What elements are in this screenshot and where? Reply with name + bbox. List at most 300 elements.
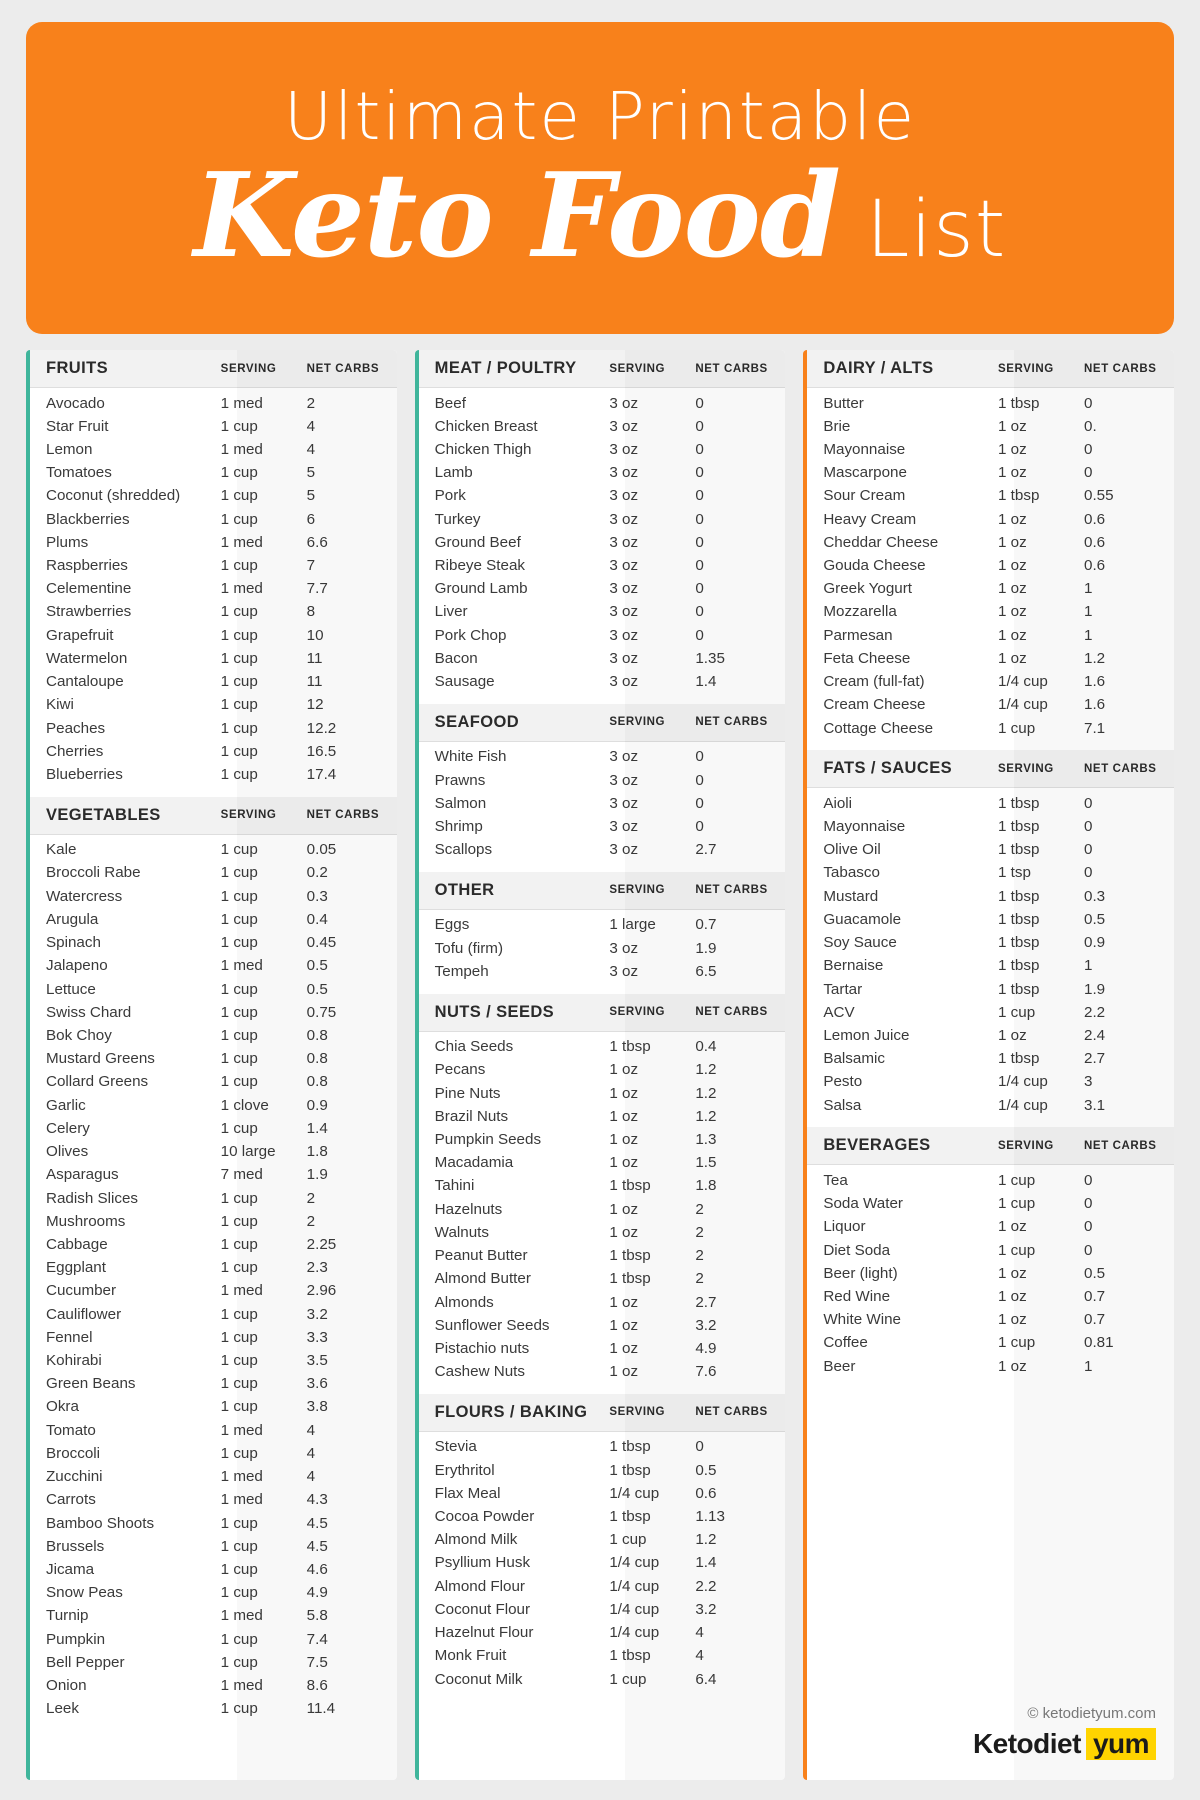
food-name: Erythritol: [434, 1461, 495, 1479]
table-row: [435, 508, 770, 531]
table-row: [46, 1628, 381, 1651]
serving-size: 1/4 cup: [609, 1554, 660, 1572]
net-carbs: 4: [306, 1421, 316, 1439]
net-carbs: 0: [695, 464, 704, 482]
net-carbs: 0.7: [1084, 1311, 1106, 1329]
net-carbs: 2: [695, 1223, 704, 1241]
net-carbs: 2.7: [695, 841, 717, 859]
column-header-net-carbs: NET CARBS: [306, 809, 380, 822]
food-name: Monk Fruit: [434, 1647, 507, 1665]
food-name: Snow Peas: [46, 1584, 123, 1602]
net-carbs: 0: [695, 557, 704, 575]
table-row: [435, 816, 770, 839]
net-carbs: 12.2: [306, 719, 337, 737]
net-carbs: 2.2: [1084, 1003, 1106, 1021]
net-carbs: 0.8: [306, 1050, 328, 1068]
column-header-net-carbs: NET CARBS: [695, 1006, 768, 1019]
table-row: [46, 1396, 381, 1419]
serving-size: 1/4 cup: [998, 1096, 1048, 1114]
table-row: [46, 1187, 381, 1210]
table-row: [823, 1094, 1158, 1117]
food-name: Almond Milk: [434, 1531, 518, 1549]
table-row: [46, 462, 381, 485]
table-fruits: [46, 392, 381, 787]
serving-size: 1 oz: [998, 464, 1027, 482]
serving-size: 3 oz: [609, 818, 639, 835]
serving-size: 1 cup: [220, 1584, 258, 1602]
table-row: [435, 1128, 770, 1151]
serving-size: 1 cup: [220, 603, 258, 621]
table-row: [823, 392, 1158, 415]
table-row: [46, 1048, 381, 1071]
table-row: [823, 438, 1158, 461]
table-flours: [435, 1436, 770, 1691]
serving-size: 1 tbsp: [998, 934, 1040, 952]
table-row: [46, 1419, 381, 1442]
food-name: Cucumber: [46, 1282, 117, 1300]
table-row: [435, 1361, 770, 1384]
table-row: [435, 462, 770, 485]
table-row: [823, 508, 1158, 531]
food-name: Beer: [823, 1357, 856, 1375]
food-name: Hazelnuts: [434, 1200, 503, 1218]
net-carbs: 2.7: [1084, 1050, 1106, 1068]
table-row: [435, 601, 770, 624]
net-carbs: 1.4: [695, 673, 717, 691]
food-name: White Fish: [434, 748, 507, 766]
serving-size: 3 oz: [609, 626, 639, 644]
table-row: [46, 1605, 381, 1628]
serving-size: 1 med: [220, 1421, 263, 1439]
net-carbs: 5: [306, 487, 316, 505]
net-carbs: 6.4: [695, 1670, 717, 1688]
net-carbs: 0.45: [306, 934, 337, 952]
food-name: Pork: [434, 487, 466, 505]
net-carbs: 0: [695, 771, 704, 789]
food-name: Jalapeno: [46, 957, 108, 975]
food-name: Butter: [823, 394, 864, 412]
column-header-net-carbs: NET CARBS: [1084, 1139, 1157, 1152]
serving-size: 1 cup: [220, 464, 258, 482]
net-carbs: 0: [695, 626, 704, 644]
table-row: [823, 1285, 1158, 1308]
column-header-serving: SERVING: [998, 362, 1054, 375]
food-name: Beer (light): [823, 1264, 898, 1282]
header-subtitle: Ultimate Printable: [283, 78, 917, 156]
net-carbs: 0: [695, 603, 704, 621]
serving-size: 1 clove: [220, 1096, 269, 1114]
net-carbs: 11.4: [306, 1700, 336, 1718]
table-row: [823, 531, 1158, 554]
net-carbs: 1.6: [1084, 696, 1106, 714]
food-name: Beef: [434, 394, 466, 412]
serving-size: 1 cup: [998, 1003, 1036, 1021]
serving-size: 3 oz: [609, 510, 639, 528]
table-row: [435, 1598, 770, 1621]
page-header: [26, 22, 1174, 334]
column-header-serving: SERVING: [220, 362, 277, 375]
table-row: [46, 1489, 381, 1512]
table-row: [823, 462, 1158, 485]
net-carbs: 16.5: [306, 742, 337, 760]
net-carbs: 0: [695, 533, 704, 551]
table-row: [435, 792, 770, 815]
table-row: [435, 392, 770, 415]
table-row: [435, 1622, 770, 1645]
table-row: [46, 1466, 381, 1489]
food-name: Salsa: [823, 1096, 862, 1114]
serving-size: 1 oz: [998, 603, 1027, 621]
food-name: Broccoli Rabe: [46, 864, 141, 882]
serving-size: 3 oz: [609, 464, 639, 482]
net-carbs: 0.: [1084, 417, 1097, 435]
net-carbs: 4: [695, 1624, 704, 1642]
serving-size: 1 oz: [609, 1363, 639, 1381]
food-name: Star Fruit: [46, 417, 109, 435]
food-name: Heavy Cream: [823, 510, 917, 528]
net-carbs: 1.9: [306, 1166, 328, 1184]
food-name: Green Beans: [46, 1375, 136, 1393]
serving-size: 1 cup: [220, 1119, 258, 1137]
net-carbs: 3.3: [306, 1328, 328, 1346]
table-row: [435, 1506, 770, 1529]
net-carbs: 11: [306, 673, 323, 691]
column-header-serving: SERVING: [998, 1139, 1054, 1152]
net-carbs: 0.55: [1084, 487, 1114, 505]
table-row: [435, 769, 770, 792]
table-row: [435, 1152, 770, 1175]
table-row: [46, 1582, 381, 1605]
table-row: [823, 885, 1158, 908]
net-carbs: 2.2: [695, 1577, 717, 1595]
table-row: [435, 937, 770, 960]
table-row: [823, 792, 1158, 815]
food-name: Red Wine: [823, 1287, 891, 1305]
net-carbs: 1.9: [1084, 980, 1106, 998]
serving-size: 1 cup: [220, 1026, 258, 1044]
table-row: [46, 955, 381, 978]
table-row: [823, 908, 1158, 931]
net-carbs: 0: [1084, 1218, 1093, 1236]
food-name: Mascarpone: [823, 464, 907, 482]
table-row: [46, 438, 381, 461]
food-name: Salmon: [434, 794, 487, 812]
serving-size: 1 large: [609, 916, 656, 934]
serving-size: 1 tsp: [998, 864, 1031, 882]
net-carbs: 1: [1084, 626, 1093, 644]
serving-size: 1 cup: [998, 1171, 1036, 1189]
serving-size: 1 oz: [998, 533, 1027, 551]
net-carbs: 0: [1084, 394, 1093, 412]
serving-size: 1 tbsp: [609, 1508, 651, 1526]
food-name: Lettuce: [46, 980, 96, 998]
table-row: [46, 1233, 381, 1256]
food-name: Cashew Nuts: [434, 1363, 525, 1381]
table-row: [46, 578, 381, 601]
table-row: [46, 647, 381, 670]
serving-size: 1 oz: [998, 1287, 1027, 1305]
food-name: Ground Lamb: [434, 580, 528, 598]
food-name: Lamb: [434, 464, 473, 482]
net-carbs: 4.3: [306, 1491, 328, 1509]
serving-size: 1 oz: [998, 1311, 1027, 1329]
net-carbs: 4.5: [306, 1514, 328, 1532]
serving-size: 1 oz: [609, 1130, 639, 1148]
net-carbs: 3.2: [695, 1316, 717, 1334]
table-row: [435, 1245, 770, 1268]
net-carbs: 0.7: [695, 916, 717, 934]
food-name: Eggplant: [46, 1259, 106, 1277]
table-row: [823, 1216, 1158, 1239]
table-row: [823, 1193, 1158, 1216]
food-name: Kohirabi: [46, 1352, 102, 1370]
net-carbs: 0: [695, 417, 704, 435]
net-carbs: 1.8: [695, 1177, 717, 1195]
serving-size: 1 cup: [220, 1235, 258, 1253]
food-name: Mozzarella: [823, 603, 897, 621]
serving-size: 1 cup: [220, 1050, 258, 1068]
food-name: Cauliflower: [46, 1305, 122, 1323]
serving-size: 3 oz: [609, 487, 639, 505]
food-name: Balsamic: [823, 1050, 885, 1068]
food-name: Peanut Butter: [434, 1247, 528, 1265]
food-name: Kiwi: [46, 696, 74, 714]
serving-size: 3 oz: [609, 580, 639, 598]
table-row: [823, 694, 1158, 717]
net-carbs: 6.5: [695, 962, 717, 980]
net-carbs: 0: [695, 748, 704, 766]
food-name: Olives: [46, 1143, 89, 1161]
food-name: Brie: [823, 417, 851, 435]
food-name: Coconut Flour: [434, 1600, 531, 1618]
section-title: FLOURS / BAKING: [434, 1402, 588, 1421]
table-row: [46, 1303, 381, 1326]
net-carbs: 0.4: [695, 1038, 717, 1056]
food-name: Hazelnut Flour: [434, 1624, 534, 1642]
food-name: Cantaloupe: [46, 673, 124, 691]
serving-size: 3 oz: [609, 841, 639, 859]
net-carbs: 4: [695, 1647, 704, 1665]
site-url: © ketodietyum.com: [1027, 1705, 1157, 1722]
table-row: [823, 1355, 1158, 1378]
food-name: Garlic: [46, 1096, 86, 1114]
food-name: Tabasco: [823, 864, 880, 882]
table-row: [46, 1651, 381, 1674]
food-name: Sunflower Seeds: [434, 1316, 550, 1334]
table-row: [823, 578, 1158, 601]
serving-size: 1 tbsp: [998, 394, 1040, 412]
net-carbs: 4: [306, 417, 316, 435]
food-name: Tomato: [46, 1421, 96, 1439]
serving-size: 3 oz: [609, 771, 639, 789]
serving-size: 1 cup: [220, 1073, 258, 1091]
food-name: Celementine: [46, 580, 132, 598]
net-carbs: 0.7: [1084, 1287, 1106, 1305]
serving-size: 1 med: [220, 1607, 263, 1625]
net-carbs: 4: [306, 1444, 316, 1462]
net-carbs: 0.5: [1084, 910, 1106, 928]
food-name: Walnuts: [434, 1223, 489, 1241]
brand-logo: [973, 1728, 1156, 1760]
net-carbs: 2.25: [306, 1235, 337, 1253]
food-name: Coffee: [823, 1334, 868, 1352]
net-carbs: 0.05: [306, 841, 337, 859]
serving-size: 1 tbsp: [609, 1270, 651, 1288]
net-carbs: 2: [306, 1212, 316, 1230]
net-carbs: 0.6: [1084, 557, 1106, 575]
food-name: Greek Yogurt: [823, 580, 912, 598]
table-row: [823, 839, 1158, 862]
table-row: [46, 1141, 381, 1164]
column-header-serving: SERVING: [220, 809, 277, 822]
table-row: [435, 1337, 770, 1360]
serving-size: 1 oz: [609, 1154, 639, 1172]
section-header-seafood: [419, 704, 786, 742]
food-name: Aioli: [823, 794, 853, 812]
serving-size: 1 cup: [220, 887, 258, 905]
net-carbs: 2: [306, 1189, 316, 1207]
net-carbs: 0: [1084, 1195, 1093, 1213]
net-carbs: 0.81: [1084, 1334, 1114, 1352]
net-carbs: 1: [1084, 957, 1093, 975]
serving-size: 1 med: [220, 580, 263, 598]
food-name: Bacon: [434, 649, 478, 667]
net-carbs: 2.7: [695, 1293, 717, 1311]
serving-size: 10 large: [220, 1143, 276, 1161]
table-row: [435, 1175, 770, 1198]
table-row: [823, 1332, 1158, 1355]
food-name: Bernaise: [823, 957, 884, 975]
section-title: VEGETABLES: [46, 805, 161, 824]
table-row: [46, 671, 381, 694]
net-carbs: 3.8: [306, 1398, 328, 1416]
table-row: [823, 1071, 1158, 1094]
food-name: Avocado: [46, 394, 105, 412]
serving-size: 1 cup: [998, 1195, 1036, 1213]
serving-size: 3 oz: [609, 962, 639, 980]
net-carbs: 0: [1084, 794, 1093, 812]
food-name: Carrots: [46, 1491, 96, 1509]
serving-size: 1 cup: [220, 696, 258, 714]
net-carbs: 0.3: [1084, 887, 1106, 905]
food-name: Bamboo Shoots: [46, 1514, 155, 1532]
net-carbs: 7: [306, 557, 316, 575]
table-row: [823, 1239, 1158, 1262]
net-carbs: 4: [306, 440, 316, 458]
table-row: [435, 1645, 770, 1668]
table-row: [46, 908, 381, 931]
serving-size: 1 med: [220, 1282, 263, 1300]
table-row: [435, 624, 770, 647]
serving-size: 1 cup: [220, 1212, 258, 1230]
net-carbs: 11: [306, 649, 323, 667]
net-carbs: 1: [1084, 1357, 1093, 1375]
section-header-vegetables: [30, 797, 397, 835]
table-row: [435, 746, 770, 769]
table-row: [46, 839, 381, 862]
table-row: [46, 624, 381, 647]
net-carbs: 0: [695, 580, 704, 598]
column-header-net-carbs: NET CARBS: [695, 716, 768, 729]
table-row: [823, 816, 1158, 839]
column-header-serving: SERVING: [609, 1406, 666, 1419]
table-row: [435, 1482, 770, 1505]
food-name: Pork Chop: [434, 626, 507, 644]
table-row: [823, 1001, 1158, 1024]
food-name: Cocoa Powder: [434, 1508, 535, 1526]
food-name: Blueberries: [46, 766, 123, 783]
serving-size: 1 med: [220, 533, 263, 551]
table-row: [823, 1048, 1158, 1071]
serving-size: 1 tbsp: [998, 794, 1040, 812]
section-header-fruits: [30, 350, 397, 388]
net-carbs: 0: [1084, 1241, 1093, 1259]
food-name: Spinach: [46, 934, 101, 952]
table-row: [435, 531, 770, 554]
serving-size: 1 tbsp: [998, 980, 1040, 998]
net-carbs: 1.4: [695, 1554, 717, 1572]
net-carbs: 8: [306, 603, 316, 621]
column-dairy-fats-beverages: [803, 350, 1174, 1780]
serving-size: 1 cup: [220, 1189, 258, 1207]
serving-size: 1 oz: [998, 580, 1027, 598]
serving-size: 1 cup: [220, 1630, 258, 1648]
section-header-dairy: [807, 350, 1174, 388]
food-name: Flax Meal: [434, 1484, 501, 1502]
net-carbs: 0.9: [306, 1096, 328, 1114]
net-carbs: 0: [695, 487, 704, 505]
net-carbs: 1.2: [1084, 649, 1106, 667]
food-name: Bell Pepper: [46, 1653, 125, 1671]
column-meat-seafood-nuts-flours: [415, 350, 786, 1780]
net-carbs: 3.2: [306, 1305, 328, 1323]
table-row: [823, 1309, 1158, 1332]
food-name: Tahini: [434, 1177, 475, 1195]
table-row: [46, 1280, 381, 1303]
net-carbs: 0: [1084, 841, 1093, 859]
food-name: Swiss Chard: [46, 1003, 132, 1021]
table-row: [46, 601, 381, 624]
table-row: [46, 1350, 381, 1373]
serving-size: 1/4 cup: [609, 1600, 660, 1618]
net-carbs: 8.6: [306, 1677, 328, 1695]
table-row: [435, 1036, 770, 1059]
net-carbs: 2.3: [306, 1259, 328, 1277]
serving-size: 1 cup: [220, 557, 258, 575]
serving-size: 1 cup: [220, 417, 258, 435]
serving-size: 1 cup: [220, 1259, 258, 1277]
serving-size: 1 cup: [220, 934, 258, 952]
column-header-net-carbs: NET CARBS: [695, 1406, 768, 1419]
table-fats: [823, 792, 1158, 1117]
table-row: [435, 960, 770, 983]
net-carbs: 7.6: [695, 1363, 717, 1381]
net-carbs: 10: [306, 626, 324, 644]
table-row: [46, 1512, 381, 1535]
serving-size: 1 oz: [609, 1200, 639, 1218]
section-header-fats: [807, 750, 1174, 788]
serving-size: 3 oz: [609, 748, 639, 766]
net-carbs: 3.1: [1084, 1096, 1106, 1114]
net-carbs: 3: [1084, 1073, 1093, 1091]
table-row: [435, 1198, 770, 1221]
serving-size: 1 cup: [220, 1537, 258, 1555]
table-row: [823, 647, 1158, 670]
net-carbs: 7.5: [306, 1653, 328, 1671]
table-row: [46, 531, 381, 554]
serving-size: 1 oz: [609, 1316, 639, 1334]
table-row: [823, 1262, 1158, 1285]
